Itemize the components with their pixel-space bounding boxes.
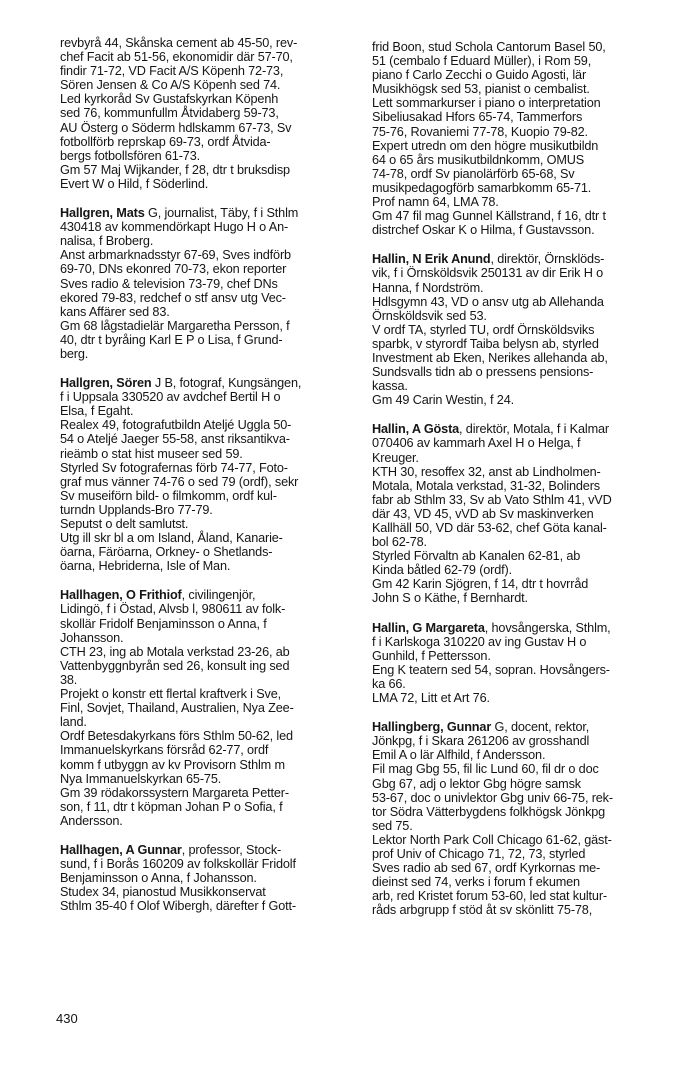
text-line: Eng K teatern sed 54, sopran. Hovsångers-	[372, 662, 610, 677]
text-line: Ordf Betesdakyrkans förs Sthlm 50-62, led	[60, 729, 293, 744]
text-line: 51 (cembalo f Eduard Müller), i Rom 59,	[372, 54, 592, 69]
text-line: 64 o 65 års musikutbildnkomm, OMUS	[372, 152, 585, 167]
text-line: turndn Upplands-Bro 77-79.	[60, 502, 213, 517]
entry-intro: , direktör, Motala, f i Kalmar	[459, 422, 609, 437]
entry-intro: , professor, Stock-	[181, 842, 282, 857]
text-line: komm f utbyggn av kv Provisorn Sthlm m	[60, 757, 285, 772]
entry-name: Hallin, A Gösta	[372, 422, 460, 437]
entry-name: Hallgren, Mats	[60, 206, 145, 221]
right-column	[372, 40, 672, 932]
text-line: Gm 57 Maj Wijkander, f 28, dtr t bruksdisp	[60, 162, 290, 177]
text-line: 54 o Ateljé Jaeger 55-58, anst riksantikva-	[60, 432, 290, 447]
entry-first-line	[60, 843, 358, 857]
entry-intro: , civilingenjör,	[181, 588, 256, 603]
text-line: Gm 39 rödakorssystern Margareta Petter-	[60, 785, 289, 800]
page-number: 430	[56, 1011, 78, 1026]
biography-entry	[372, 252, 672, 407]
text-line: piano f Carlo Zecchi o Guido Agosti, lär	[372, 68, 587, 83]
text-line: Studex 34, pianostud Musikkonservat	[60, 885, 266, 900]
text-line: Sv museiförn bild- o filmkomm, ordf kul-	[60, 488, 277, 503]
text-line: Motala, Motala verkstad, 31-32, Bolinders	[372, 478, 600, 493]
text-line: Gm 47 fil mag Gunnel Källstrand, f 16, dtr t	[372, 209, 606, 224]
text-line: Kreuger.	[372, 450, 419, 465]
text-line: Örnsköldsvik sed 53.	[372, 308, 487, 323]
text-line: Gm 49 Carin Westin, f 24.	[372, 393, 514, 408]
text-line: Elsa, f Egaht.	[60, 404, 134, 419]
text-line: Led kyrkoråd Sv Gustafskyrkan Köpenh	[60, 92, 279, 107]
text-line: findir 71-72, VD Facit A/S Köpenh 72-73,	[60, 64, 284, 79]
text-line: 75-76, Rovaniemi 77-78, Kuopio 79-82.	[372, 124, 588, 139]
entry-first-line	[372, 720, 672, 734]
text-line: Lidingö, f i Östad, Alvsb l, 980611 av folk-	[60, 602, 286, 617]
text-line: nalisa, f Broberg.	[60, 234, 154, 249]
text-line: Hanna, f Nordström.	[372, 280, 484, 295]
text-line: ka 66.	[372, 676, 406, 691]
text-line: Vattenbyggnbyrån sed 26, konsult ing sed	[60, 658, 290, 673]
text-line: AU Österg o Söderm hdlskamm 67-73, Sv	[60, 120, 292, 135]
entry-first-line	[60, 376, 358, 390]
text-line: Gbg 67, adj o lektor Gbg högre samsk	[372, 776, 581, 791]
text-line: Investment ab Eken, Nerikes allehanda ab,	[372, 350, 608, 365]
text-line: f i Uppsala 330520 av avdchef Bertil H o	[60, 390, 281, 405]
entry-name: Hallingberg, Gunnar	[372, 720, 492, 735]
text-line: sund, f i Borås 160209 av folkskollär Fridolf	[60, 857, 296, 872]
text-line: 69-70, DNs ekonred 70-73, ekon reporter	[60, 262, 287, 277]
entry-first-line	[372, 252, 672, 266]
text-line: ekored 79-83, redchef o stf ansv utg Vec-	[60, 290, 286, 305]
text-line: Hdlsgymn 43, VD o ansv utg ab Allehanda	[372, 294, 604, 309]
text-line: Lektor North Park Coll Chicago 61-62, gäst-	[372, 832, 612, 847]
entry-intro: J B, fotograf, Kungsängen,	[151, 376, 302, 391]
text-line: 53-67, doc o univlektor Gbg univ 66-75, rek-	[372, 790, 613, 805]
text-line: Prof namn 64, LMA 78.	[372, 195, 499, 210]
entry-name: Hallhagen, A Gunnar	[60, 842, 182, 857]
entry-name: Hallin, N Erik Anund	[372, 252, 491, 267]
text-line: Projekt o konstr ett flertal kraftverk i Sve,	[60, 687, 281, 702]
text-line: Benjaminsson o Anna, f Johansson.	[60, 871, 257, 886]
text-line: son, f 11, dtr t köpman Johan P o Sofia, f	[60, 799, 283, 814]
biography-entry	[372, 621, 672, 706]
text-line: kassa.	[372, 379, 408, 394]
entry-name: Hallhagen, O Frithiof	[60, 588, 182, 603]
text-line: Andersson.	[60, 813, 123, 828]
text-line: Finl, Sovjet, Thailand, Australien, Nya Zee-	[60, 701, 294, 716]
text-line: Jönkpg, f i Skara 261206 av grosshandl	[372, 734, 590, 749]
continuation-text	[372, 40, 672, 237]
text-line: revbyrå 44, Skånska cement ab 45-50, rev-	[60, 36, 298, 50]
entry-first-line	[60, 206, 358, 220]
text-line: sed 75.	[372, 818, 413, 833]
text-line: Gm 68 lågstadielär Margaretha Persson, f	[60, 318, 290, 333]
text-line: Seputst o delt samlutst.	[60, 517, 189, 531]
text-line: Nya Immanuelskyrkan 65-75.	[60, 771, 222, 786]
text-line: fabr ab Sthlm 33, Sv ab Vato Sthlm 41, vVD	[372, 492, 612, 507]
text-line: öarna, Hebriderna, Isle of Man.	[60, 559, 231, 574]
text-line: bol 62-78.	[372, 535, 427, 550]
text-line: V ordf TA, styrled TU, ordf Örnsköldsviks	[372, 322, 595, 337]
continuation-text	[60, 36, 358, 191]
biography-entry	[372, 422, 672, 605]
text-line: Sthlm 35-40 f Olof Wibergh, därefter f Gott-	[60, 899, 296, 914]
entry-first-line	[372, 621, 672, 635]
text-line: 070406 av kammarh Axel H o Helga, f	[372, 436, 581, 451]
text-line: Emil A o lär Alfhild, f Andersson.	[372, 748, 546, 763]
text-line: sed 76, kommunfullm Åtvidaberg 59-73,	[60, 106, 279, 121]
text-line: råds arbgrupp f stöd åt sv skönlitt 75-78,	[372, 903, 593, 918]
text-line: Kinda båtled 62-79 (ordf).	[372, 563, 512, 578]
text-line: Anst arbmarknadsstyr 67-69, Sves indförb	[60, 248, 291, 263]
biography-entry	[372, 720, 672, 917]
text-line: Styrled Sv fotografernas förb 74-77, Foto-	[60, 460, 288, 475]
text-line: KTH 30, resoffex 32, anst ab Lindholmen-	[372, 464, 601, 479]
text-line: graf mus vänner 74-76 o sed 79 (ordf), sekr	[60, 474, 299, 489]
biography-entry	[60, 376, 358, 573]
entry-name: Hallin, G Margareta	[372, 620, 485, 635]
entry-first-line	[60, 588, 358, 602]
text-line: prof Univ of Chicago 71, 72, 73, styrled	[372, 846, 586, 861]
biography-entry	[60, 206, 358, 361]
text-line: Gm 42 Karin Sjögren, f 14, dtr t hovrråd	[372, 577, 589, 592]
text-line: Fil mag Gbg 55, fil lic Lund 60, fil dr o doc	[372, 762, 599, 777]
text-line: Evert W o Hild, f Söderlind.	[60, 176, 209, 191]
text-line: LMA 72, Litt et Art 76.	[372, 691, 490, 706]
text-line: öarna, Färöarna, Orkney- o Shetlands-	[60, 545, 273, 560]
text-line: Realex 49, fotografutbildn Ateljé Uggla 50-	[60, 418, 292, 433]
text-line: land.	[60, 715, 87, 730]
text-line: Musikhögsk sed 53, pianist o cembalist.	[372, 82, 590, 97]
text-line: dieinst sed 74, verks i forum f ekumen	[372, 875, 580, 890]
text-line: John S o Käthe, f Bernhardt.	[372, 591, 528, 606]
text-line: där 43, VD 45, vVD ab Sv maskinverken	[372, 506, 594, 521]
entry-intro: G, docent, rektor,	[491, 720, 590, 735]
text-line: CTH 23, ing ab Motala verkstad 23-26, ab	[60, 644, 290, 659]
text-line: bergs fotbollsfören 61-73.	[60, 148, 200, 163]
text-line: frid Boon, stud Schola Cantorum Basel 50,	[372, 40, 606, 54]
left-column	[60, 36, 358, 928]
entry-first-line	[372, 422, 672, 436]
text-line: Gunhild, f Pettersson.	[372, 648, 491, 663]
text-line: fotbollförb reprskap 69-73, ordf Åtvida-	[60, 134, 271, 149]
biography-entry	[60, 588, 358, 828]
text-line: kans Affärer sed 83.	[60, 304, 170, 319]
text-line: arb, red Kristet forum 53-60, led stat kultur-	[372, 889, 607, 904]
text-line: Expert utredn om den högre musikutbildn	[372, 138, 599, 153]
text-line: Utg ill skr bl a om Island, Åland, Kanarie-	[60, 531, 283, 546]
text-line: 38.	[60, 672, 78, 687]
text-line: Immanuelskyrkans försråd 62-77, ordf	[60, 743, 269, 758]
text-line: distrchef Oskar K o Hilma, f Gustavsson.	[372, 223, 595, 238]
text-line: 74-78, ordf Sv pianolärförb 65-68, Sv	[372, 166, 575, 181]
text-line: Johansson.	[60, 630, 124, 645]
text-line: 40, dtr t byråing Karl E P o Lisa, f Grund-	[60, 332, 283, 347]
entry-name: Hallgren, Sören	[60, 376, 152, 391]
text-line: Lett sommarkurser i piano o interpretation	[372, 96, 601, 111]
text-line: Sören Jensen & Co A/S Köpenh sed 74.	[60, 78, 281, 93]
text-line: berg.	[60, 346, 89, 361]
text-line: skollär Fridolf Benjaminsson o Anna, f	[60, 616, 267, 631]
biography-entry	[60, 843, 358, 913]
text-line: Styrled Förvaltn ab Kanalen 62-81, ab	[372, 549, 581, 564]
text-line: Sves radio & television 73-79, chef DNs	[60, 276, 278, 291]
entry-intro: G, journalist, Täby, f i Sthlm	[144, 206, 299, 221]
entry-intro: , direktör, Örnsklöds-	[490, 252, 605, 267]
text-line: f i Karlskoga 310220 av ing Gustav H o	[372, 634, 587, 649]
text-line: tor Södra Vätterbygdens folkhögsk Jönkpg	[372, 804, 606, 819]
text-line: sparbk, v styrordf Taiba belysn ab, styrled	[372, 336, 599, 351]
text-line: Kallhäll 50, VD där 53-62, chef Göta kanal-	[372, 521, 607, 535]
text-line: Sibeliusakad Hfors 65-74, Tammerfors	[372, 110, 583, 125]
text-line: Sves radio ab sed 67, ordf Kyrkornas me-	[372, 861, 601, 876]
entry-intro: , hovsångerska, Sthlm,	[484, 620, 611, 635]
text-line: 430418 av kommendörkapt Hugo H o An-	[60, 220, 289, 235]
text-line: rieämb o stat hist museer sed 59.	[60, 446, 243, 461]
text-line: chef Facit ab 51-56, ekonomidir där 57-70,	[60, 50, 293, 65]
text-line: musikpedagogförb samarbkomm 65-71.	[372, 180, 592, 195]
text-line: vik, f i Örnsköldsvik 250131 av dir Erik H o	[372, 266, 604, 281]
text-line: Sundsvalls tidn ab o pressens pensions-	[372, 365, 594, 380]
